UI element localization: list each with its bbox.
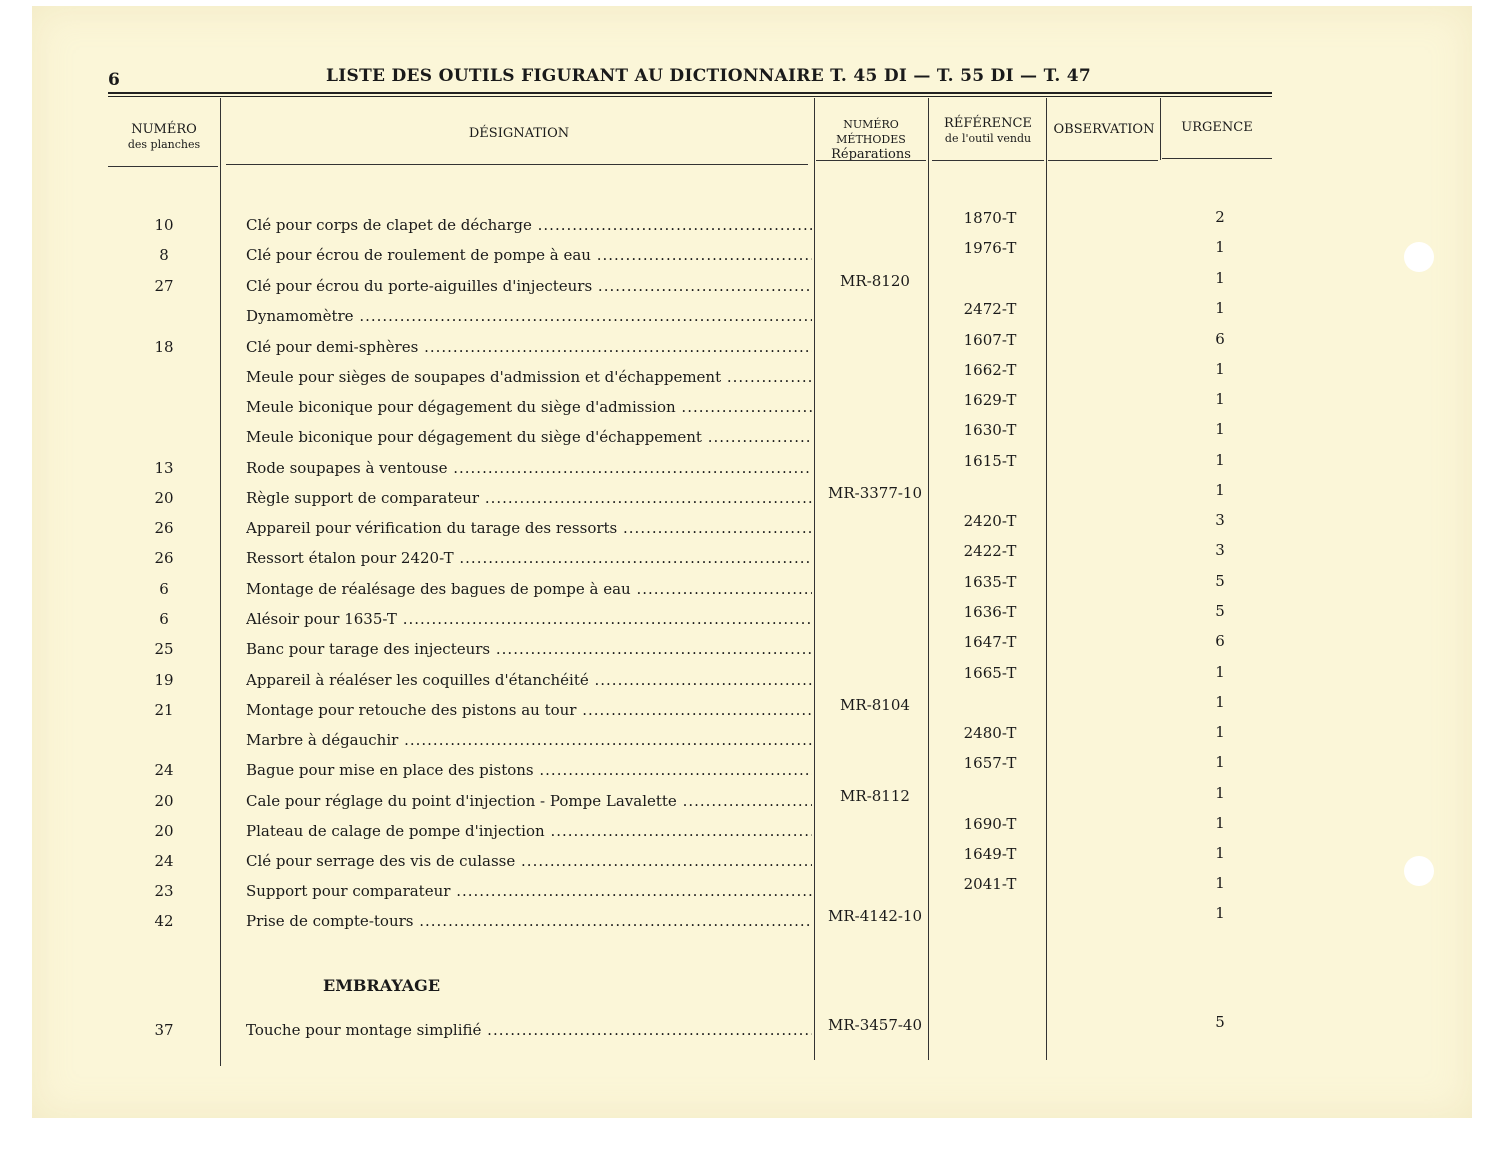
- table-row: [0, 330, 1500, 368]
- urgence: 1: [1215, 269, 1225, 287]
- table-row: [0, 904, 1500, 942]
- header-urgence: URGENCE: [1181, 120, 1253, 135]
- urgence: 1: [1215, 481, 1225, 499]
- page-title: LISTE DES OUTILS FIGURANT AU DICTIONNAIRE T. 45 DI — T. 55 DI — T. 47: [326, 66, 1092, 86]
- urgence: 1: [1215, 299, 1225, 317]
- table-row: [0, 451, 1500, 489]
- urgence: 1: [1215, 693, 1225, 711]
- table-row: [0, 511, 1500, 549]
- urgence: 5: [1215, 1013, 1225, 1031]
- urgence: 6: [1215, 632, 1225, 650]
- reference: 1647-T: [963, 633, 1017, 651]
- table-row: [0, 238, 1500, 276]
- designation: Support pour comparateur .....: [246, 882, 812, 900]
- designation: Rode soupapes à ventouse .....: [246, 459, 812, 477]
- urgence: 1: [1215, 784, 1225, 802]
- methodes-number: MR-3377-10: [827, 484, 923, 502]
- table-row: [0, 541, 1500, 579]
- planche-number: 20: [154, 792, 174, 810]
- methodes-number: MR-3457-40: [827, 1016, 923, 1034]
- planche-number: 26: [154, 519, 174, 537]
- planche-number: 13: [154, 459, 174, 477]
- table-row: [0, 663, 1500, 701]
- urgence: 2: [1215, 208, 1225, 226]
- header-underline: [1162, 158, 1272, 159]
- header-reference: RÉFÉRENCE de l'outil vendu: [944, 116, 1032, 145]
- table-row: [0, 723, 1500, 761]
- designation: Appareil pour vérification du tarage des ressorts .....: [246, 519, 812, 537]
- reference: 1657-T: [963, 754, 1017, 772]
- urgence: 1: [1215, 904, 1225, 922]
- planche-number: 19: [154, 671, 174, 689]
- designation: Montage de réalésage des bagues de pompe à eau .....: [246, 580, 812, 598]
- reference: 2422-T: [963, 542, 1017, 560]
- designation: Règle support de comparateur .....: [246, 489, 812, 507]
- header-underline: [1048, 160, 1158, 161]
- page-number: 6: [108, 70, 120, 90]
- planche-number: 42: [154, 912, 174, 930]
- designation: Clé pour corps de clapet de décharge .....: [246, 216, 812, 234]
- table-row: [0, 753, 1500, 791]
- urgence: 1: [1215, 753, 1225, 771]
- reference: 1665-T: [963, 664, 1017, 682]
- urgence: 5: [1215, 572, 1225, 590]
- reference: 1636-T: [963, 603, 1017, 621]
- methodes-number: MR-4142-10: [827, 907, 923, 925]
- designation: Bague pour mise en place des pistons .....: [246, 761, 812, 779]
- planche-number: 20: [154, 822, 174, 840]
- urgence: 1: [1215, 874, 1225, 892]
- planche-number: 23: [154, 882, 174, 900]
- column-divider: [1160, 98, 1161, 160]
- reference: 1629-T: [963, 391, 1017, 409]
- urgence: 1: [1215, 360, 1225, 378]
- table-row: [0, 269, 1500, 307]
- planche-number: 24: [154, 761, 174, 779]
- urgence: 1: [1215, 451, 1225, 469]
- planche-number: 26: [154, 549, 174, 567]
- designation: Alésoir pour 1635-T .....: [246, 610, 812, 628]
- planche-number: 18: [154, 338, 174, 356]
- table-row: [0, 693, 1500, 731]
- designation: Ressort étalon pour 2420-T .....: [246, 549, 812, 567]
- designation: Clé pour écrou de roulement de pompe à eau .....: [246, 246, 812, 264]
- reference: 1690-T: [963, 815, 1017, 833]
- reference: 2472-T: [963, 300, 1017, 318]
- designation: Meule biconique pour dégagement du siège d'échappement .....: [246, 428, 812, 446]
- designation: Prise de compte-tours .....: [246, 912, 812, 930]
- designation: Clé pour écrou du porte-aiguilles d'injecteurs .....: [246, 277, 812, 295]
- table-row: [0, 420, 1500, 458]
- header-underline: [816, 160, 926, 161]
- table-row: [0, 208, 1500, 246]
- table-row: [0, 814, 1500, 852]
- table-row: [0, 572, 1500, 610]
- designation: Dynamomètre .....: [246, 307, 812, 325]
- urgence: 5: [1215, 602, 1225, 620]
- reference: 1607-T: [963, 331, 1017, 349]
- planche-number: 6: [159, 610, 169, 628]
- urgence: 1: [1215, 844, 1225, 862]
- designation: Meule biconique pour dégagement du siège d'admission .....: [246, 398, 812, 416]
- designation: Meule pour sièges de soupapes d'admission et d'échappement .....: [246, 368, 812, 386]
- urgence: 1: [1215, 723, 1225, 741]
- planche-number: 6: [159, 580, 169, 598]
- table-row: [0, 844, 1500, 882]
- header-underline: [932, 160, 1044, 161]
- urgence: 1: [1215, 814, 1225, 832]
- planche-number: 24: [154, 852, 174, 870]
- urgence: 1: [1215, 420, 1225, 438]
- designation: Appareil à réaléser les coquilles d'étanchéité .....: [246, 671, 812, 689]
- planche-number: 37: [154, 1021, 174, 1039]
- table-row: [0, 360, 1500, 398]
- planche-number: 20: [154, 489, 174, 507]
- table-row: [0, 632, 1500, 670]
- table-row: [0, 1013, 1500, 1051]
- urgence: 1: [1215, 390, 1225, 408]
- table-row: [0, 390, 1500, 428]
- reference: 1976-T: [963, 239, 1017, 257]
- reference: 1662-T: [963, 361, 1017, 379]
- methodes-number: MR-8120: [840, 272, 910, 290]
- reference: 2480-T: [963, 724, 1017, 742]
- designation: Clé pour demi-sphères .....: [246, 338, 812, 356]
- reference: 1870-T: [963, 209, 1017, 227]
- designation: Marbre à dégauchir .....: [246, 731, 812, 749]
- header-numero: NUMÉRO des planches: [127, 122, 201, 151]
- designation: Montage pour retouche des pistons au tour .....: [246, 701, 812, 719]
- planche-number: 25: [154, 640, 174, 658]
- table-row: [0, 299, 1500, 337]
- reference: 1630-T: [963, 421, 1017, 439]
- title-rule: [108, 92, 1272, 94]
- title-rule-thin: [108, 96, 1272, 97]
- reference: 1649-T: [963, 845, 1017, 863]
- designation: Touche pour montage simplifié .....: [246, 1021, 812, 1039]
- urgence: 1: [1215, 663, 1225, 681]
- reference: 2041-T: [963, 875, 1017, 893]
- designation: Plateau de calage de pompe d'injection .....: [246, 822, 812, 840]
- methodes-number: MR-8104: [840, 696, 910, 714]
- header-designation: DÉSIGNATION: [468, 126, 570, 141]
- designation: Banc pour tarage des injecteurs .....: [246, 640, 812, 658]
- reference: 1635-T: [963, 573, 1017, 591]
- planche-number: 8: [159, 246, 169, 264]
- planche-number: 10: [154, 216, 174, 234]
- urgence: 1: [1215, 238, 1225, 256]
- planche-number: 21: [154, 701, 174, 719]
- table-row: [0, 874, 1500, 912]
- table-row: [0, 784, 1500, 822]
- urgence: 6: [1215, 330, 1225, 348]
- methodes-number: MR-8112: [840, 787, 910, 805]
- table-row: [0, 481, 1500, 519]
- reference: 2420-T: [963, 512, 1017, 530]
- table-row: [0, 602, 1500, 640]
- section-heading: EMBRAYAGE: [323, 976, 441, 995]
- header-underline: [226, 164, 808, 165]
- reference: 1615-T: [963, 452, 1017, 470]
- planche-number: 27: [154, 277, 174, 295]
- header-observation: OBSERVATION: [1053, 122, 1155, 137]
- designation: Clé pour serrage des vis de culasse .....: [246, 852, 812, 870]
- urgence: 3: [1215, 541, 1225, 559]
- designation: Cale pour réglage du point d'injection - Pompe Lavalette .....: [246, 792, 812, 810]
- urgence: 3: [1215, 511, 1225, 529]
- header-underline: [108, 166, 218, 167]
- header-methodes: NUMÉRO MÉTHODES Réparations: [831, 118, 911, 162]
